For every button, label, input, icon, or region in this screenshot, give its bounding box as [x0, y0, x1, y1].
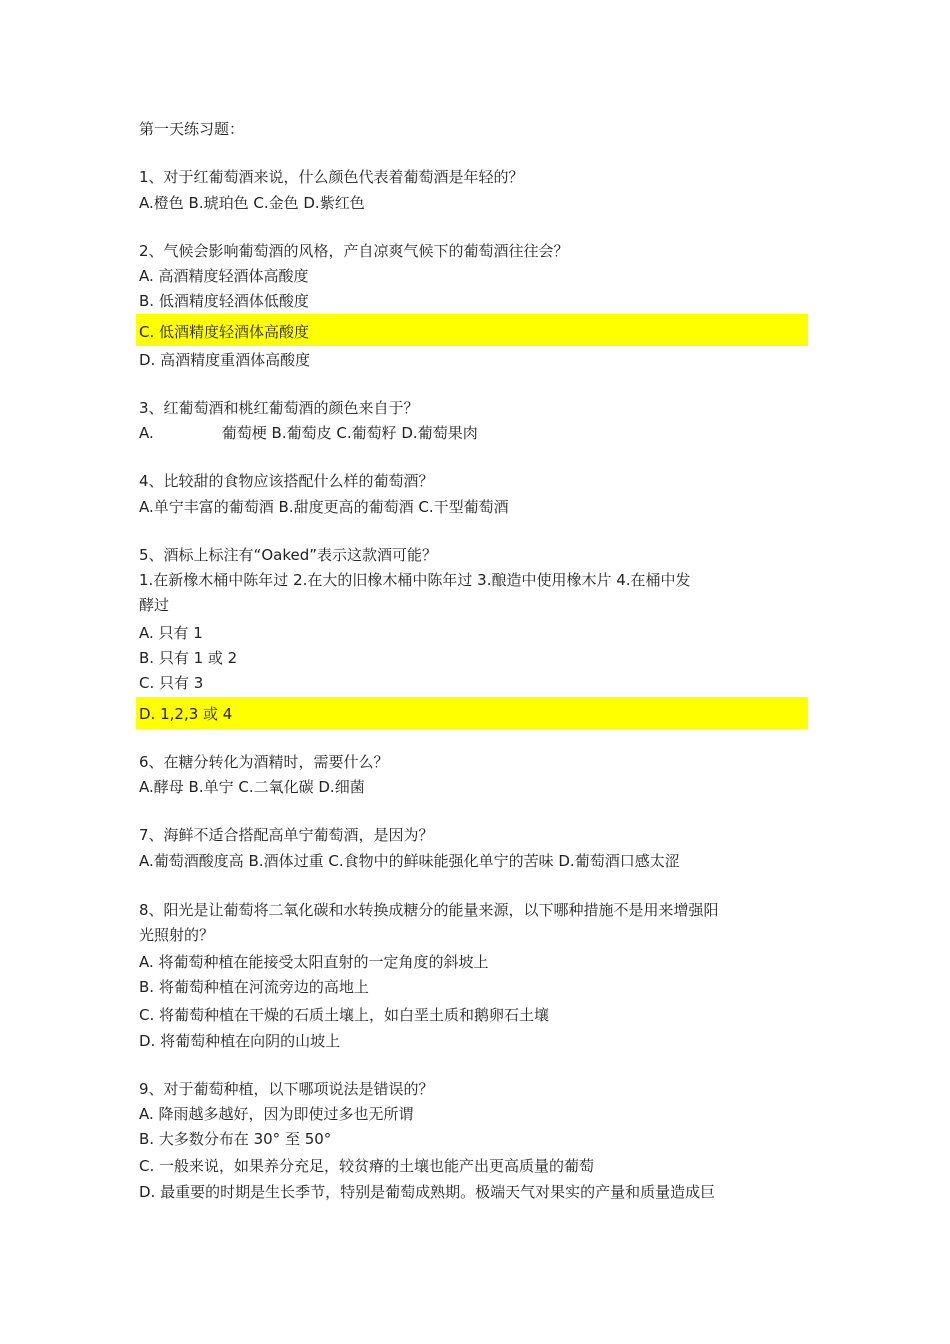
option-9c: C. 一般来说，如果养分充足，较贫瘠的土壤也能产出更高质量的葡萄 — [139, 1157, 595, 1175]
option-9d: D. 最重要的时期是生长季节，特别是葡萄成熟期。极端天气对果实的产量和质量造成巨 — [139, 1183, 716, 1201]
option-5d: D. 1,2,3 或 4 — [139, 705, 233, 723]
page-title: 第一天练习题： — [139, 120, 245, 138]
question-1: 1、对于红葡萄酒来说，什么颜色代表着葡萄酒是年轻的？ — [139, 168, 524, 186]
answer-highlight-q5 — [136, 697, 808, 729]
option-5b: B. 只有 1 或 2 — [139, 649, 238, 667]
options-1: A.橙色 B.琥珀色 C.金色 D.紫红色 — [139, 194, 365, 212]
question-4: 4、比较甜的食物应该搭配什么样的葡萄酒？ — [139, 472, 434, 490]
statement-5-line1: 1.在新橡木桶中陈年过 2.在大的旧橡木桶中陈年过 3.酿造中使用橡木片 4.在桶中发 — [139, 571, 691, 589]
option-8b: B. 将葡萄种植在河流旁边的高地上 — [139, 978, 369, 996]
options-3 — [139, 423, 478, 443]
option-8c: C. 将葡萄种植在干燥的石质土壤上，如白垩土质和鹅卵石土壤 — [139, 1006, 550, 1024]
option-5a: A. 只有 1 — [139, 624, 203, 642]
option-2c: C. 低酒精度轻酒体高酸度 — [139, 323, 310, 341]
question-5: 5、酒标上标注有“Oaked”表示这款酒可能？ — [139, 546, 437, 564]
question-3: 3、红葡萄酒和桃红葡萄酒的颜色来自于？ — [139, 399, 419, 417]
question-2: 2、气候会影响葡萄酒的风格，产自凉爽气候下的葡萄酒往往会？ — [139, 242, 569, 260]
question-8-line1: 8、阳光是让葡萄将二氧化碳和水转换成糖分的能量来源，以下哪种措施不是用来增强阳 — [139, 901, 719, 919]
option-2d: D. 高酒精度重酒体高酸度 — [139, 351, 311, 369]
option-3-prefix: A. — [139, 424, 154, 442]
options-7: A.葡萄酒酸度高 B.酒体过重 C.食物中的鲜味能强化单宁的苦味 D.葡萄酒口感太涩 — [139, 852, 680, 870]
options-6: A.酵母 B.单宁 C.二氧化碳 D.细菌 — [139, 778, 365, 796]
option-8a: A. 将葡萄种植在能接受太阳直射的一定角度的斜坡上 — [139, 953, 489, 971]
option-2a: A. 高酒精度轻酒体高酸度 — [139, 267, 309, 285]
option-2b: B. 低酒精度轻酒体低酸度 — [139, 292, 309, 310]
options-4: A.单宁丰富的葡萄酒 B.甜度更高的葡萄酒 C.干型葡萄酒 — [139, 498, 509, 516]
option-9a: A. 降雨越多越好，因为即使过多也无所谓 — [139, 1105, 414, 1123]
option-8d: D. 将葡萄种植在向阴的山坡上 — [139, 1032, 341, 1050]
question-7: 7、海鲜不适合搭配高单宁葡萄酒，是因为？ — [139, 826, 434, 844]
statement-5-line2: 酵过 — [139, 596, 170, 614]
option-5c: C. 只有 3 — [139, 674, 204, 692]
option-9b: B. 大多数分布在 30° 至 50° — [139, 1130, 332, 1148]
question-8-line2: 光照射的？ — [139, 926, 215, 944]
question-6: 6、在糖分转化为酒精时，需要什么？ — [139, 753, 389, 771]
question-9: 9、对于葡萄种植，以下哪项说法是错误的？ — [139, 1080, 434, 1098]
option-3-rest: 葡萄梗 B.葡萄皮 C.葡萄籽 D.葡萄果肉 — [221, 424, 478, 442]
